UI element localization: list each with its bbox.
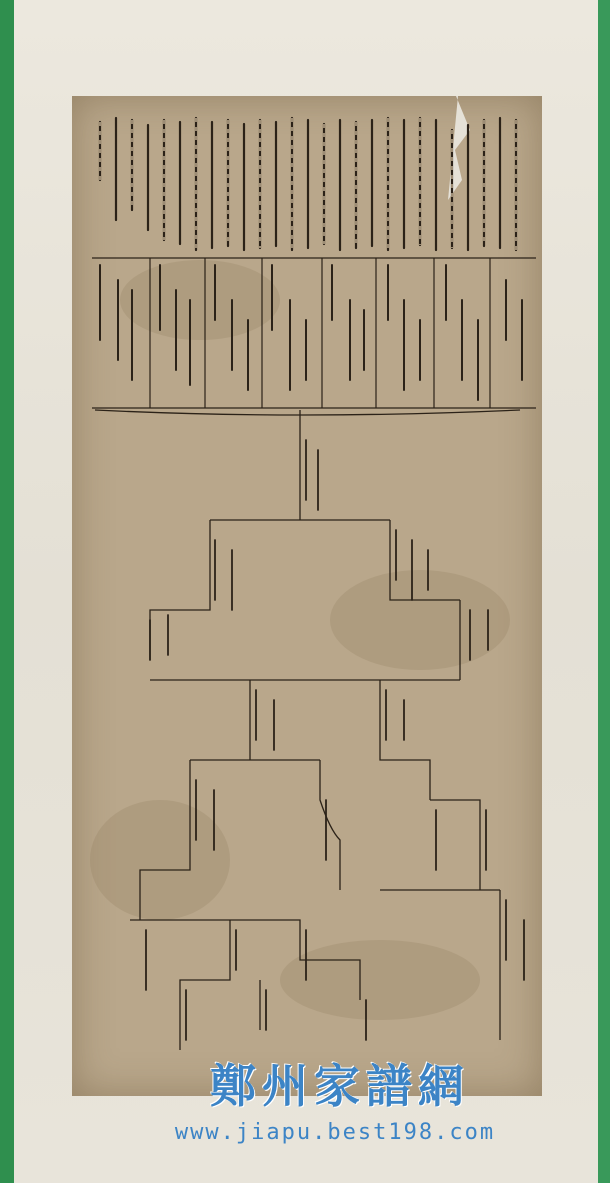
watermark-title: 鄭州家譜網 bbox=[210, 1059, 470, 1113]
watermark-url: www.jiapu.best198.com bbox=[174, 1120, 496, 1145]
site-watermark bbox=[0, 1050, 610, 1145]
paper-stains bbox=[90, 260, 510, 1020]
